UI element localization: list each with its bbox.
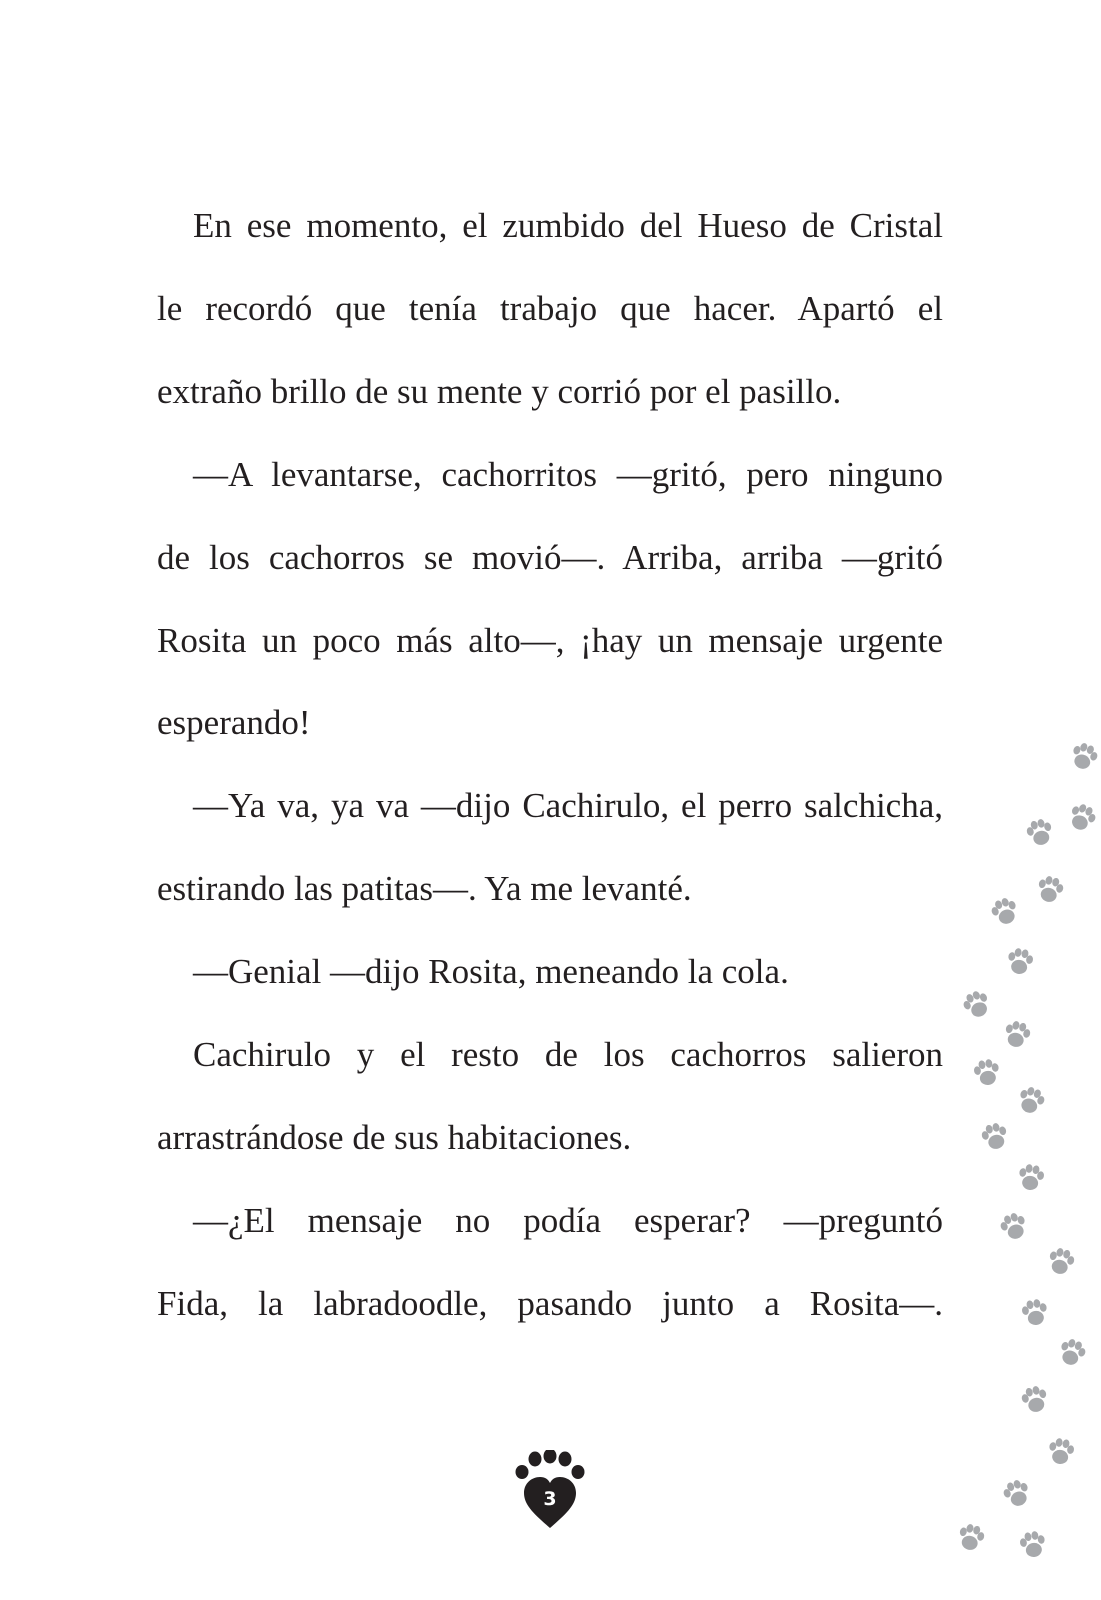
paw-print-icon xyxy=(1068,740,1100,772)
text-line-3: extraño brillo de su mente y corrió por el pasillo. xyxy=(157,372,842,411)
paw-print-icon xyxy=(1025,817,1056,848)
paw-print-icon xyxy=(980,1121,1011,1152)
paw-print-icon xyxy=(972,1058,1001,1087)
text-line-13: —¿El mensaje no podía esperar? —preguntó xyxy=(193,1201,943,1240)
text-line-1: En ese momento, el zumbido del Hueso de Cristal xyxy=(193,206,943,245)
paw-print-icon xyxy=(989,895,1021,927)
paw-print-icon xyxy=(1046,1246,1077,1277)
page-number-badge xyxy=(514,1450,586,1530)
paw-print-icon xyxy=(1018,1530,1047,1559)
text-line-9: estirando las patitas—. Ya me levanté. xyxy=(157,869,692,908)
paw-print-icon xyxy=(1020,1384,1051,1415)
paw-print-icon xyxy=(1002,1019,1033,1050)
text-line-10: —Genial —dijo Rosita, meneando la cola. xyxy=(193,952,789,991)
text-line-2: le recordó que tenía trabajo que hacer. Apartó el xyxy=(157,289,943,328)
paw-print-icon xyxy=(1001,1477,1033,1509)
text-line-8: —Ya va, ya va —dijo Cachirulo, el perro salchicha, xyxy=(193,786,943,825)
paw-print-icon xyxy=(1066,801,1099,834)
paw-print-icon xyxy=(960,988,993,1021)
text-line-5: de los cachorros se movió—. Arriba, arriba —gritó xyxy=(157,538,943,577)
paw-print-icon xyxy=(1015,1084,1047,1116)
paw-print-icon xyxy=(1006,947,1035,976)
paw-print-icon xyxy=(1056,1336,1088,1368)
text-line-11: Cachirulo y el resto de los cachorros salieron xyxy=(193,1035,943,1074)
page-number: 3 xyxy=(543,1488,557,1510)
paw-print-icon xyxy=(1047,1437,1076,1466)
text-line-14: Fida, la labradoodle, pasando junto a Rosita—. xyxy=(157,1284,943,1323)
text-line-12: arrastrándose de sus habitaciones. xyxy=(157,1118,632,1157)
paw-print-icon xyxy=(956,1522,987,1553)
paw-print-icon xyxy=(998,1210,1030,1242)
text-line-4: —A levantarse, cachorritos —gritó, pero ninguno xyxy=(193,455,943,494)
paw-print-icon xyxy=(1017,1163,1046,1192)
paw-print-icon xyxy=(1035,874,1066,905)
text-line-7: esperando! xyxy=(157,703,311,742)
paw-print-icon xyxy=(1020,1298,1049,1327)
text-line-6: Rosita un poco más alto—, ¡hay un mensaje urgente xyxy=(157,621,943,660)
